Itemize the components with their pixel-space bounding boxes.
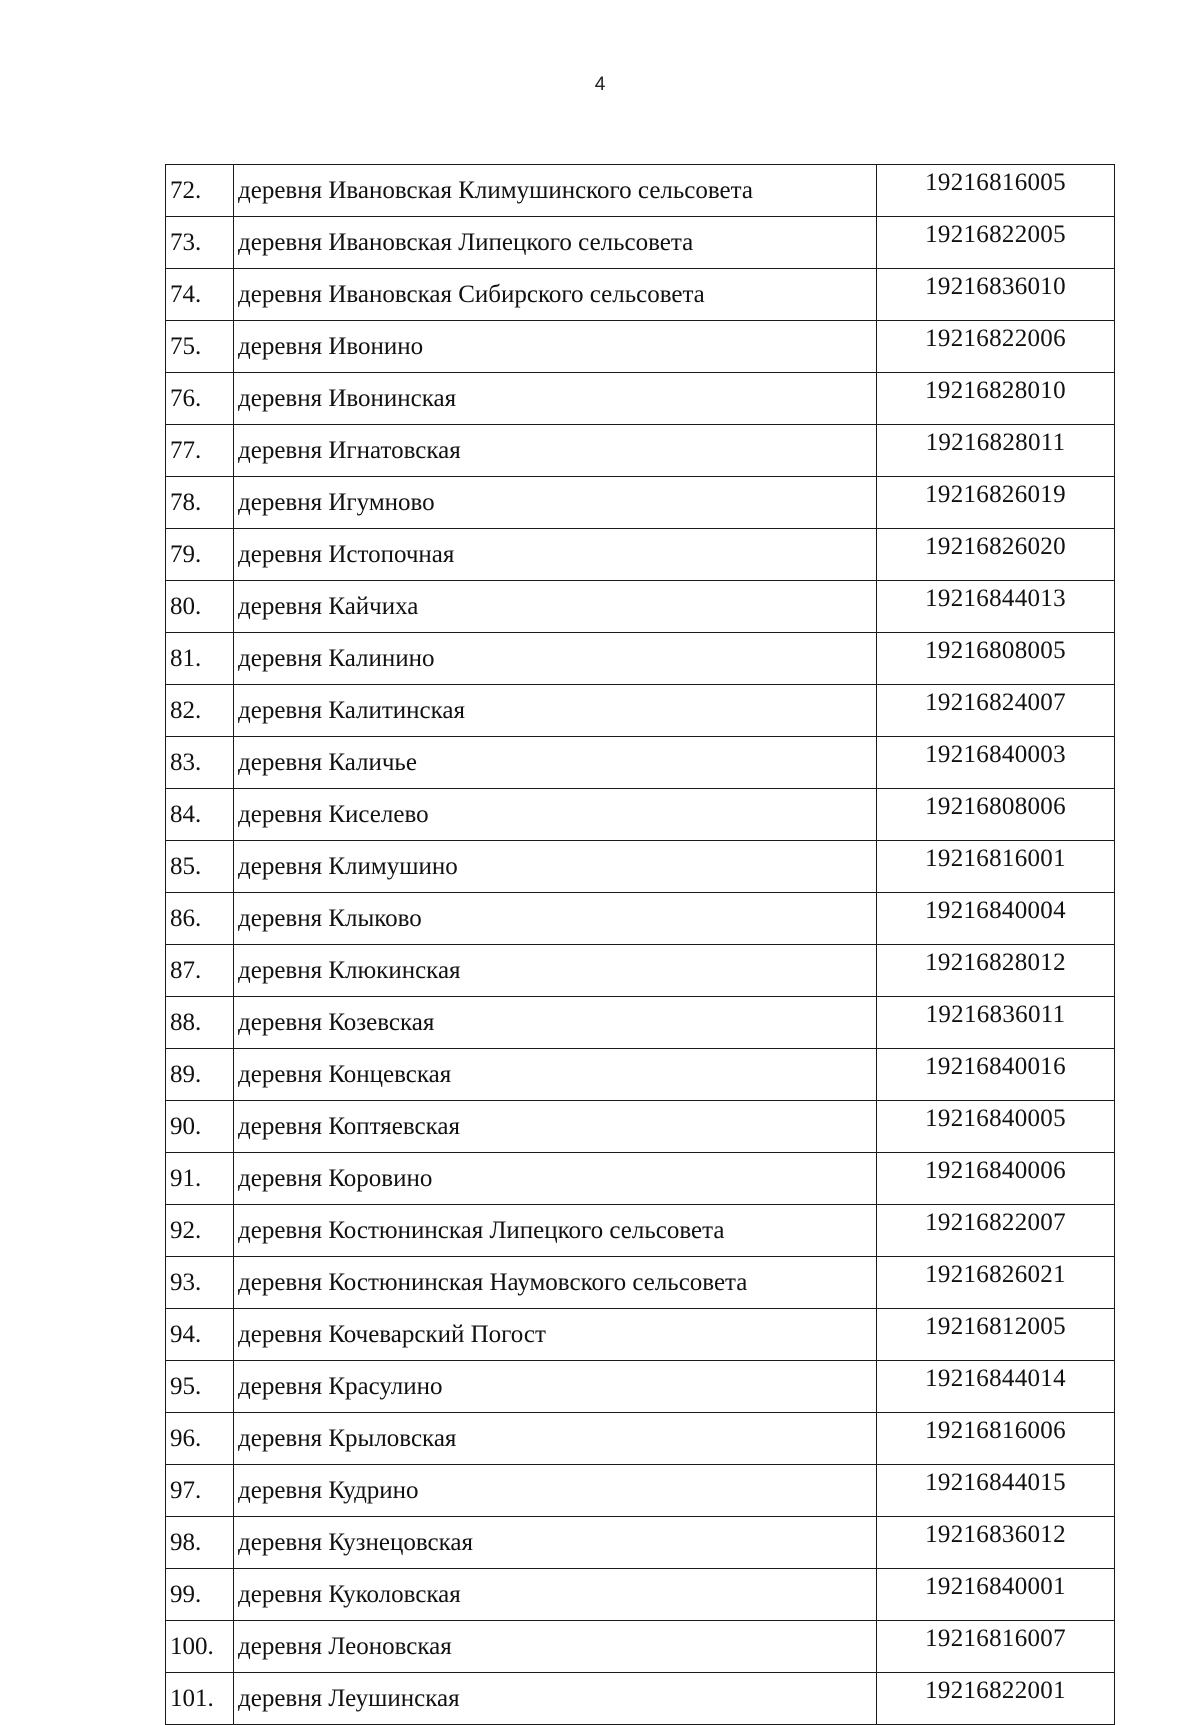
table-row	[166, 737, 1115, 789]
row-number-cell: 83.	[166, 737, 234, 789]
settlement-code-cell: 19216844015	[877, 1465, 1115, 1517]
table-row	[166, 1621, 1115, 1673]
settlement-code-cell: 19216808005	[877, 633, 1115, 685]
settlement-name-cell: деревня Игумново	[234, 477, 877, 529]
table-row	[166, 945, 1115, 997]
table-row	[166, 1257, 1115, 1309]
settlement-code-cell: 19216822006	[877, 321, 1115, 373]
table-row	[166, 373, 1115, 425]
settlement-code-cell: 19216822007	[877, 1205, 1115, 1257]
settlement-name-cell: деревня Куколовская	[234, 1569, 877, 1621]
table-row	[166, 217, 1115, 269]
settlement-code-cell: 19216836011	[877, 997, 1115, 1049]
row-number-cell: 82.	[166, 685, 234, 737]
settlement-name-cell: деревня Коптяевская	[234, 1101, 877, 1153]
row-number-cell: 84.	[166, 789, 234, 841]
settlement-code-cell: 19216828012	[877, 945, 1115, 997]
table-row	[166, 1049, 1115, 1101]
settlement-name-cell: деревня Клыково	[234, 893, 877, 945]
settlement-name-cell: деревня Кузнецовская	[234, 1517, 877, 1569]
settlement-code-cell: 19216828010	[877, 373, 1115, 425]
settlement-code-cell: 19216812005	[877, 1309, 1115, 1361]
settlement-name-cell: деревня Киселево	[234, 789, 877, 841]
row-number-cell: 93.	[166, 1257, 234, 1309]
page-number: 4	[594, 74, 606, 95]
settlement-name-cell: деревня Леоновская	[234, 1621, 877, 1673]
settlement-name-cell: деревня Игнатовская	[234, 425, 877, 477]
row-number-cell: 78.	[166, 477, 234, 529]
settlement-code-cell: 19216828011	[877, 425, 1115, 477]
row-number-cell: 75.	[166, 321, 234, 373]
table-row	[166, 1205, 1115, 1257]
settlement-code-cell: 19216826020	[877, 529, 1115, 581]
row-number-cell: 100.	[166, 1621, 234, 1673]
settlement-code-cell: 19216826019	[877, 477, 1115, 529]
settlement-name-cell: деревня Крыловская	[234, 1413, 877, 1465]
settlement-name-cell: деревня Ивонинская	[234, 373, 877, 425]
row-number-cell: 88.	[166, 997, 234, 1049]
settlement-code-cell: 19216816007	[877, 1621, 1115, 1673]
table-row	[166, 425, 1115, 477]
settlement-name-cell: деревня Леушинская	[234, 1673, 877, 1725]
table-row	[166, 477, 1115, 529]
settlement-name-cell: деревня Кайчиха	[234, 581, 877, 633]
settlement-name-cell: деревня Каличье	[234, 737, 877, 789]
settlement-name-cell: деревня Калитинская	[234, 685, 877, 737]
settlement-code-cell: 19216822001	[877, 1673, 1115, 1725]
row-number-cell: 79.	[166, 529, 234, 581]
row-number-cell: 95.	[166, 1361, 234, 1413]
row-number-cell: 86.	[166, 893, 234, 945]
settlement-code-cell: 19216840016	[877, 1049, 1115, 1101]
row-number-cell: 80.	[166, 581, 234, 633]
table-row	[166, 269, 1115, 321]
row-number-cell: 97.	[166, 1465, 234, 1517]
settlement-code-cell: 19216840003	[877, 737, 1115, 789]
settlement-name-cell: деревня Ивановская Липецкого сельсовета	[234, 217, 877, 269]
settlement-name-cell: деревня Истопочная	[234, 529, 877, 581]
table-row	[166, 1569, 1115, 1621]
row-number-cell: 89.	[166, 1049, 234, 1101]
row-number-cell: 87.	[166, 945, 234, 997]
settlement-name-cell: деревня Ивановская Климушинского сельсовета	[234, 165, 877, 217]
table-row	[166, 1361, 1115, 1413]
row-number-cell: 74.	[166, 269, 234, 321]
settlement-code-cell: 19216816001	[877, 841, 1115, 893]
settlement-name-cell: деревня Красулино	[234, 1361, 877, 1413]
settlement-name-cell: деревня Кудрино	[234, 1465, 877, 1517]
settlement-code-cell: 19216840001	[877, 1569, 1115, 1621]
settlement-name-cell: деревня Кочеварский Погост	[234, 1309, 877, 1361]
settlement-name-cell: деревня Костюнинская Липецкого сельсовета	[234, 1205, 877, 1257]
table-row	[166, 581, 1115, 633]
table-row	[166, 1673, 1115, 1725]
settlement-code-cell: 19216836010	[877, 269, 1115, 321]
settlement-code-cell: 19216822005	[877, 217, 1115, 269]
table-row	[166, 1309, 1115, 1361]
settlement-code-cell: 19216816006	[877, 1413, 1115, 1465]
row-number-cell: 98.	[166, 1517, 234, 1569]
settlement-code-cell: 19216824007	[877, 685, 1115, 737]
settlement-name-cell: деревня Козевская	[234, 997, 877, 1049]
row-number-cell: 85.	[166, 841, 234, 893]
table-row	[166, 1413, 1115, 1465]
settlement-code-cell: 19216816005	[877, 165, 1115, 217]
settlements-table-body	[166, 165, 1115, 1725]
settlements-table	[165, 164, 1115, 1725]
settlement-name-cell: деревня Концевская	[234, 1049, 877, 1101]
settlement-code-cell: 19216826021	[877, 1257, 1115, 1309]
table-row	[166, 1101, 1115, 1153]
settlement-name-cell: деревня Клюкинская	[234, 945, 877, 997]
table-row	[166, 1517, 1115, 1569]
row-number-cell: 96.	[166, 1413, 234, 1465]
settlement-name-cell: деревня Ивонино	[234, 321, 877, 373]
row-number-cell: 99.	[166, 1569, 234, 1621]
settlement-code-cell: 19216840005	[877, 1101, 1115, 1153]
row-number-cell: 73.	[166, 217, 234, 269]
table-row	[166, 633, 1115, 685]
table-row	[166, 1153, 1115, 1205]
settlement-name-cell: деревня Коровино	[234, 1153, 877, 1205]
table-row	[166, 893, 1115, 945]
table-row	[166, 165, 1115, 217]
row-number-cell: 91.	[166, 1153, 234, 1205]
row-number-cell: 76.	[166, 373, 234, 425]
settlement-name-cell: деревня Ивановская Сибирского сельсовета	[234, 269, 877, 321]
row-number-cell: 92.	[166, 1205, 234, 1257]
settlement-name-cell: деревня Калинино	[234, 633, 877, 685]
table-row	[166, 1465, 1115, 1517]
settlement-code-cell: 19216844014	[877, 1361, 1115, 1413]
table-row	[166, 529, 1115, 581]
row-number-cell: 101.	[166, 1673, 234, 1725]
row-number-cell: 72.	[166, 165, 234, 217]
settlement-code-cell: 19216840006	[877, 1153, 1115, 1205]
settlement-code-cell: 19216840004	[877, 893, 1115, 945]
settlement-code-cell: 19216808006	[877, 789, 1115, 841]
table-row	[166, 997, 1115, 1049]
settlement-code-cell: 19216844013	[877, 581, 1115, 633]
settlement-name-cell: деревня Климушино	[234, 841, 877, 893]
settlement-code-cell: 19216836012	[877, 1517, 1115, 1569]
table-row	[166, 321, 1115, 373]
row-number-cell: 81.	[166, 633, 234, 685]
table-row	[166, 685, 1115, 737]
row-number-cell: 77.	[166, 425, 234, 477]
table-row	[166, 789, 1115, 841]
row-number-cell: 90.	[166, 1101, 234, 1153]
settlement-name-cell: деревня Костюнинская Наумовского сельсовета	[234, 1257, 877, 1309]
row-number-cell: 94.	[166, 1309, 234, 1361]
table-row	[166, 841, 1115, 893]
